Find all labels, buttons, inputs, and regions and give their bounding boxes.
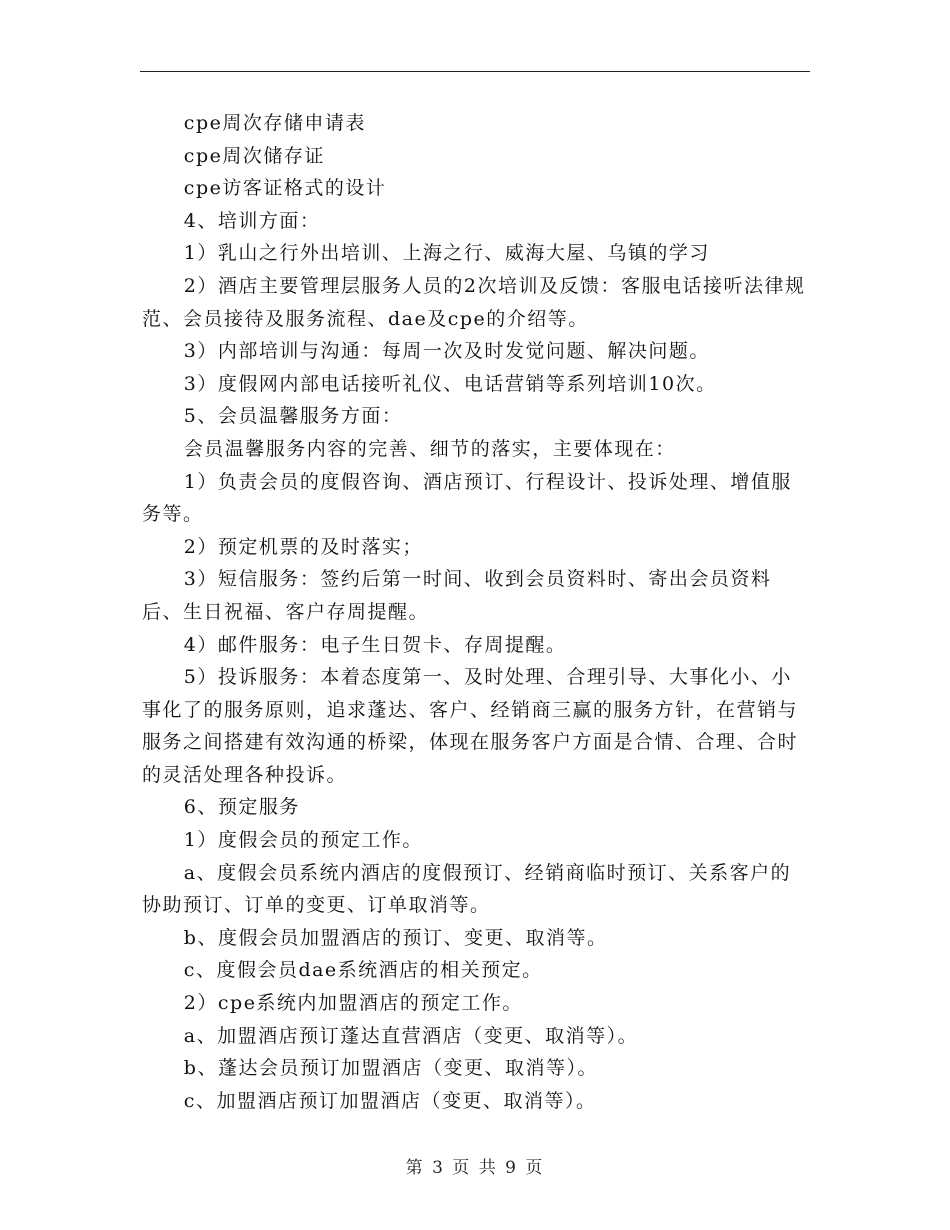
body-paragraph: 3）内部培训与沟通：每周一次及时发觉问题、解决问题。 bbox=[183, 340, 710, 363]
body-paragraph: 会员温馨服务内容的完善、细节的落实，主要体现在： bbox=[183, 437, 676, 460]
body-paragraph: cpe周次储存证 bbox=[183, 144, 325, 167]
body-paragraph: 1）度假会员的预定工作。 bbox=[183, 829, 423, 852]
body-paragraph: 4）邮件服务：电子生日贺卡、存周提醒。 bbox=[183, 633, 567, 656]
body-paragraph: cpe周次存储申请表 bbox=[183, 112, 366, 134]
body-paragraph: a、度假会员系统内酒店的度假预订、经销商临时预订、关系客户的协助预订、订单的变更、订单取消等。 bbox=[142, 861, 792, 917]
section-heading: 4、培训方面： bbox=[183, 209, 321, 232]
body-paragraph: b、蓬达会员预订加盟酒店（变更、取消等）。 bbox=[183, 1057, 598, 1080]
body-paragraph: a、加盟酒店预订蓬达直营酒店（变更、取消等）。 bbox=[183, 1024, 639, 1047]
body-paragraph: cpe访客证格式的设计 bbox=[183, 177, 387, 200]
body-paragraph: 1）乳山之行外出培训、上海之行、威海大屋、乌镇的学习 bbox=[183, 242, 710, 265]
body-paragraph: c、加盟酒店预订加盟酒店（变更、取消等）。 bbox=[183, 1089, 597, 1112]
section-heading: 6、预定服务 bbox=[183, 796, 300, 819]
body-paragraph: 2）预定机票的及时落实； bbox=[183, 535, 423, 558]
body-paragraph: c、度假会员dae系统酒店的相关预定。 bbox=[183, 959, 543, 982]
body-paragraph: 2）酒店主要管理层服务人员的2次培训及反馈：客服电话接听法律规范、会员接待及服务流程、dae及cpe的介绍等。 bbox=[142, 274, 806, 330]
body-paragraph: b、度假会员加盟酒店的预订、变更、取消等。 bbox=[183, 926, 608, 949]
body-paragraph: 3）度假网内部电话接听礼仪、电话营销等系列培训10次。 bbox=[183, 372, 717, 395]
body-paragraph: 5）投诉服务：本着态度第一、及时处理、合理引导、大事化小、小事化了的服务原则，追求蓬达、客户、经销商三赢的服务方针，在营销与服务之间搭建有效沟通的桥梁，体现在服务客户方面是合情、合理、合时的灵活处理各种投诉。 bbox=[142, 666, 799, 786]
page-number-footer: 第 3 页 共 9 页 bbox=[405, 1158, 545, 1178]
document-body bbox=[142, 107, 810, 1117]
section-heading: 5、会员温馨服务方面： bbox=[183, 405, 403, 428]
body-paragraph: 1）负责会员的度假咨询、酒店预订、行程设计、投诉处理、增值服务等。 bbox=[142, 470, 792, 526]
header-rule bbox=[140, 71, 810, 72]
body-paragraph: 2）cpe系统内加盟酒店的预定工作。 bbox=[183, 992, 523, 1015]
body-paragraph: 3）短信服务：签约后第一时间、收到会员资料时、寄出会员资料后、生日祝福、客户存周提醒。 bbox=[142, 568, 772, 623]
